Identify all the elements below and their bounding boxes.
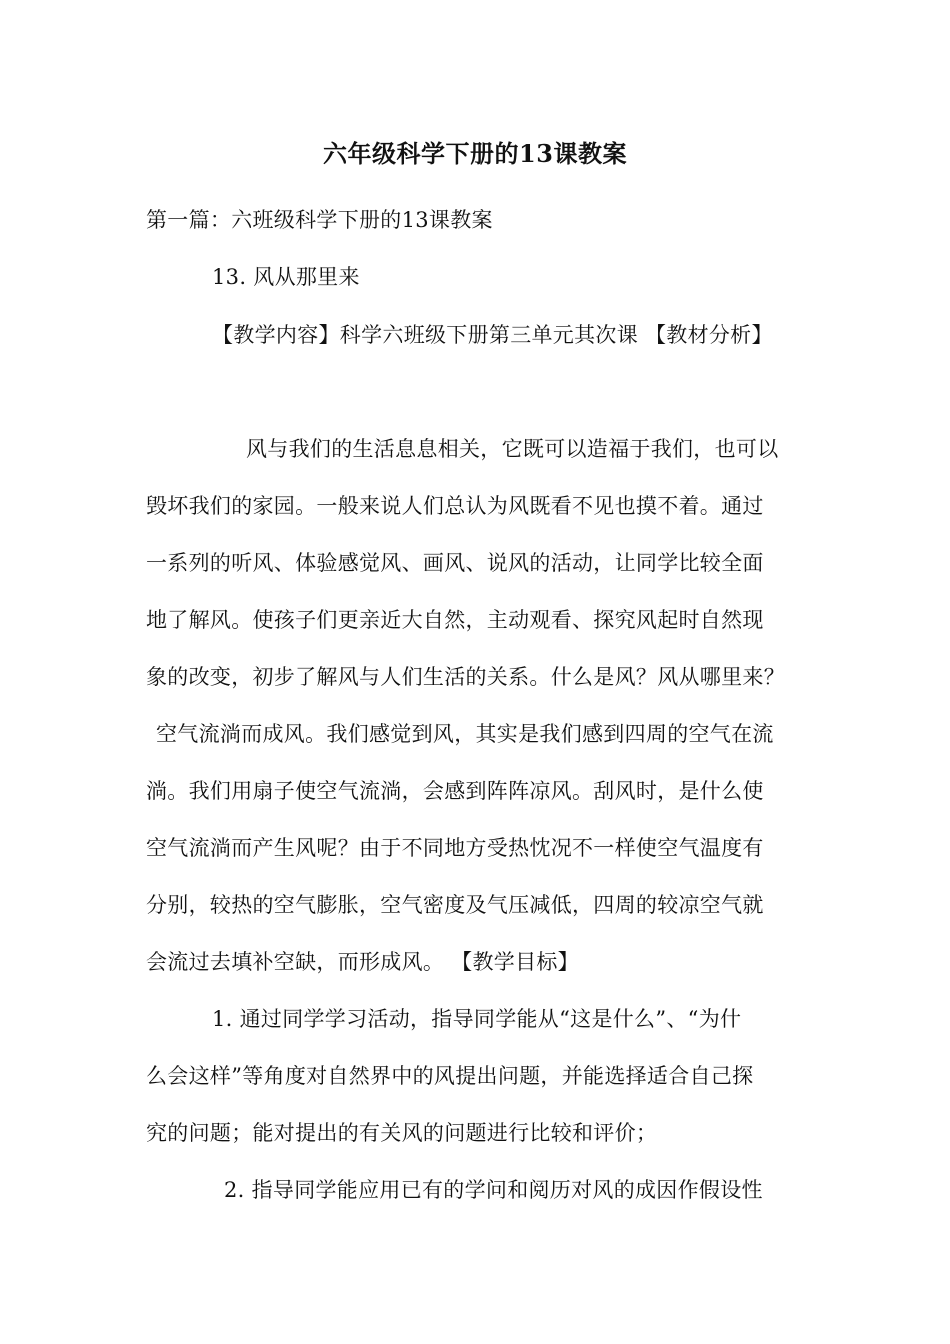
paragraph-line: 一系列的听风、体验感觉风、画风、说风的活动，让同学比较全面 [146,551,764,575]
paragraph-line: 会流过去填补空缺，而形成风。 【教学目标】 [146,950,579,974]
paragraph-line: 象的改变，初步了解风与人们生活的关系。什么是风？风从哪里来？ [146,665,785,689]
paragraph-line: 空气流淌而成风。我们感觉到风，其实是我们感到四周的空气在流 [156,722,774,746]
objective-line: 2. 指导同学能应用已有的学问和阅历对风的成因作假设性 [224,1178,763,1202]
paragraph-line: 风与我们的生活息息相关，它既可以造福于我们，也可以 [246,437,779,461]
lesson-heading: 13. 风从那里来 [212,265,360,289]
objective-line: 1. 通过同学学习活动，指导同学能从“这是什么”、“为什 [212,1007,742,1031]
paragraph-line: 空气流淌而产生风呢？由于不同地方受热忱况不一样使空气温度有 [146,836,764,860]
objective-line: 么会这样”等角度对自然界中的风提出问题，并能选择适合自己探 [146,1064,754,1088]
teaching-content-line: 【教学内容】科学六班级下册第三单元其次课 【教材分析】 [212,323,773,347]
paragraph-line: 淌。我们用扇子使空气流淌，会感到阵阵凉风。刮风时，是什么使 [146,779,764,803]
objective-line: 究的问题；能对提出的有关风的问题进行比较和评价； [146,1121,658,1145]
document-title: 六年级科学下册的13课教案 [323,139,627,168]
paragraph-line: 毁坏我们的家园。一般来说人们总认为风既看不见也摸不着。通过 [146,494,764,518]
paragraph-line: 分别，较热的空气膨胀，空气密度及气压减低，四周的较凉空气就 [146,893,764,917]
paragraph-line: 地了解风。使孩子们更亲近大自然，主动观看、探究风起时自然现 [146,608,764,632]
section-heading: 第一篇：六班级科学下册的13课教案 [146,208,493,232]
